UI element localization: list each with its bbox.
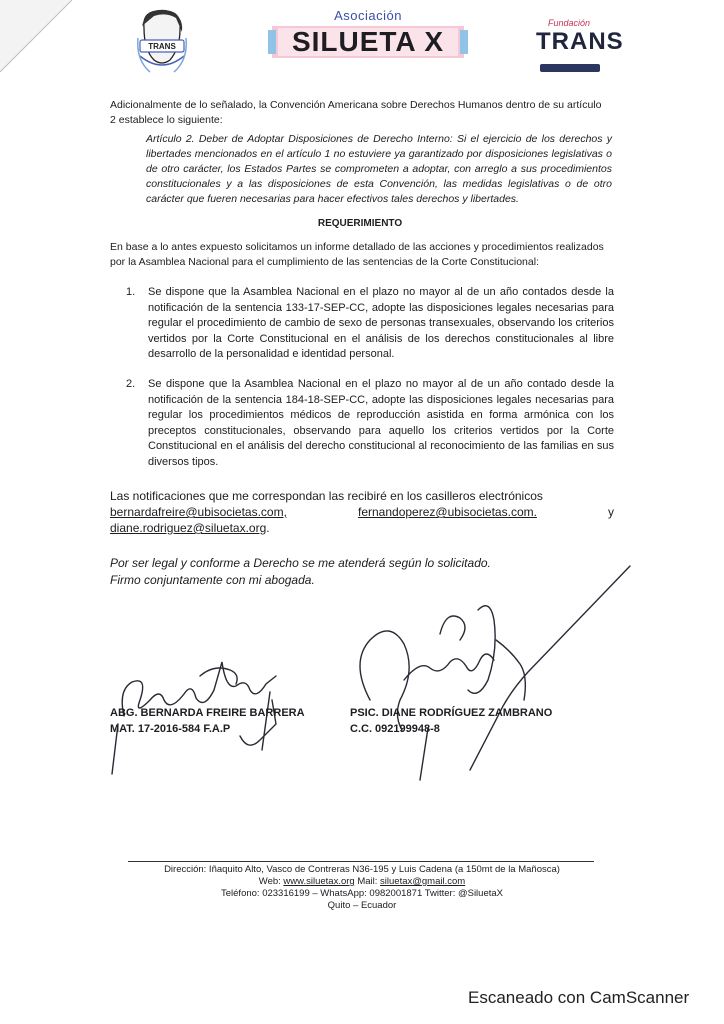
psychologist-id: C.C. 092199948-8 — [350, 723, 440, 735]
fundacion-tag: Fundación — [548, 18, 591, 28]
footer-web-label: Web: — [258, 876, 284, 887]
closing-paragraph — [110, 555, 610, 589]
intro-paragraph: Adicionalmente de lo señalado, la Convención Americana sobre Derechos Humanos dentro de su artículo 2 establece lo siguiente: — [110, 99, 602, 126]
list-item — [126, 285, 614, 363]
fundacion-trans-logo — [532, 18, 624, 78]
footer-mail-label: Mail: — [354, 876, 381, 887]
letterhead — [0, 4, 724, 84]
section-heading: REQUERIMIENTO — [317, 218, 403, 229]
footer-web-link[interactable]: www.siluetax.org — [283, 876, 355, 887]
footer-city: Quito – Ecuador — [327, 900, 397, 911]
fundacion-ribbon-icon — [540, 62, 600, 74]
request-intro: En base a lo antes expuesto solicitamos un informe detallado de las acciones y procedimientos realizados por la Asamblea Nacional para el cumplimiento de las sentencias de la Corte Constitucional: — [110, 241, 604, 268]
email-conjunction: y — [608, 505, 614, 519]
fundacion-trans-word: TRANS — [536, 28, 624, 55]
list-item-number: 1. — [126, 286, 136, 298]
list-item — [126, 377, 614, 470]
email-row — [110, 504, 616, 520]
list-item-text: Se dispone que la Asamblea Nacional en el plazo no mayor al de un año contados desde la notificación de la sentencia 133-17-SEP-CC, adopte las disposiciones legales necesarias para regular el procedimiento de cambio de sexo de personas transexuales, observando los criterios vertidos por la Corte Constitucional en el análisis de los derechos constitucionales al libre desarrollo de la personalidad e identidad personal. — [148, 286, 614, 360]
brand-top-text: Asociación — [334, 8, 402, 23]
lawyer-name: ABG. BERNARDA FREIRE BARRERA — [110, 707, 305, 719]
trans-face-logo-text: TRANS — [148, 42, 176, 51]
footer — [110, 864, 614, 912]
footer-address: Dirección: Iñaquito Alto, Vasco de Contreras N36-195 y Luis Cadena (a 150mt de la Mañosca) — [164, 864, 560, 875]
brand-name: SILUETA X — [291, 26, 445, 57]
lawyer-id: MAT. 17-2016-584 F.A.P — [110, 723, 231, 735]
email-link-fernando[interactable]: fernandoperez@ubisocietas.com. — [358, 505, 537, 519]
footer-divider — [128, 861, 594, 862]
article-2-quote: Artículo 2. Deber de Adoptar Disposiciones de Derecho Interno: Si el ejercicio de los derechos y libertades mencionados en el artículo 1 no estuviere ya garantizado por disposiciones legislativas o de otro carácter, los Estados Partes se comprometen a adoptar, con arreglo a sus procedimientos constitucionales y a las disposiciones de esta Convención, las medidas legislativas o de otro carácter que fueren necesarias para hacer efectivos tales derechos y libertades. — [146, 133, 612, 205]
footer-mail-link[interactable]: siluetax@gmail.com — [380, 876, 466, 887]
email-end-period: . — [266, 521, 270, 535]
psychologist-signature-block — [350, 705, 590, 737]
psychologist-name: PSIC. DIANE RODRÍGUEZ ZAMBRANO — [350, 707, 553, 719]
closing-line-1: Por ser legal y conforme a Derecho se me atenderá según lo solicitado. — [110, 556, 491, 570]
list-item-number: 2. — [126, 378, 136, 390]
lawyer-signature-block — [110, 705, 330, 737]
email-link-diane[interactable]: diane.rodriguez@siluetax.org — [110, 521, 267, 535]
notification-text: Las notificaciones que me correspondan las recibiré en los casilleros electrónicos — [110, 489, 543, 503]
list-item-text: Se dispone que la Asamblea Nacional en el plazo no mayor al de un año contado desde la notificación de la sentencia 184-18-SEP-CC, adopte las disposiciones legales necesarias para regular los procedimientos médicos de reproducción asistida en forma armónica con los preceptos constitucionales, observando para aquello los criterios vertidos por la Corte Constitucional en el análisis del derecho constitucional al reconocimiento de las familias en sus diversos tipos. — [148, 378, 614, 468]
scanner-watermark: Escaneado con CamScanner — [468, 988, 690, 1007]
notification-paragraph — [110, 488, 616, 536]
closing-line-2: Firmo conjuntamente con mi abogada. — [110, 573, 315, 587]
footer-contacts — [110, 876, 614, 888]
silueta-x-logo — [268, 8, 468, 72]
footer-phones: Teléfono: 023316199 – WhatsApp: 0982001871 Twitter: @SiluetaX — [221, 888, 503, 899]
email-link-bernarda[interactable]: bernardafreire@ubisocietas.com, — [110, 505, 287, 519]
